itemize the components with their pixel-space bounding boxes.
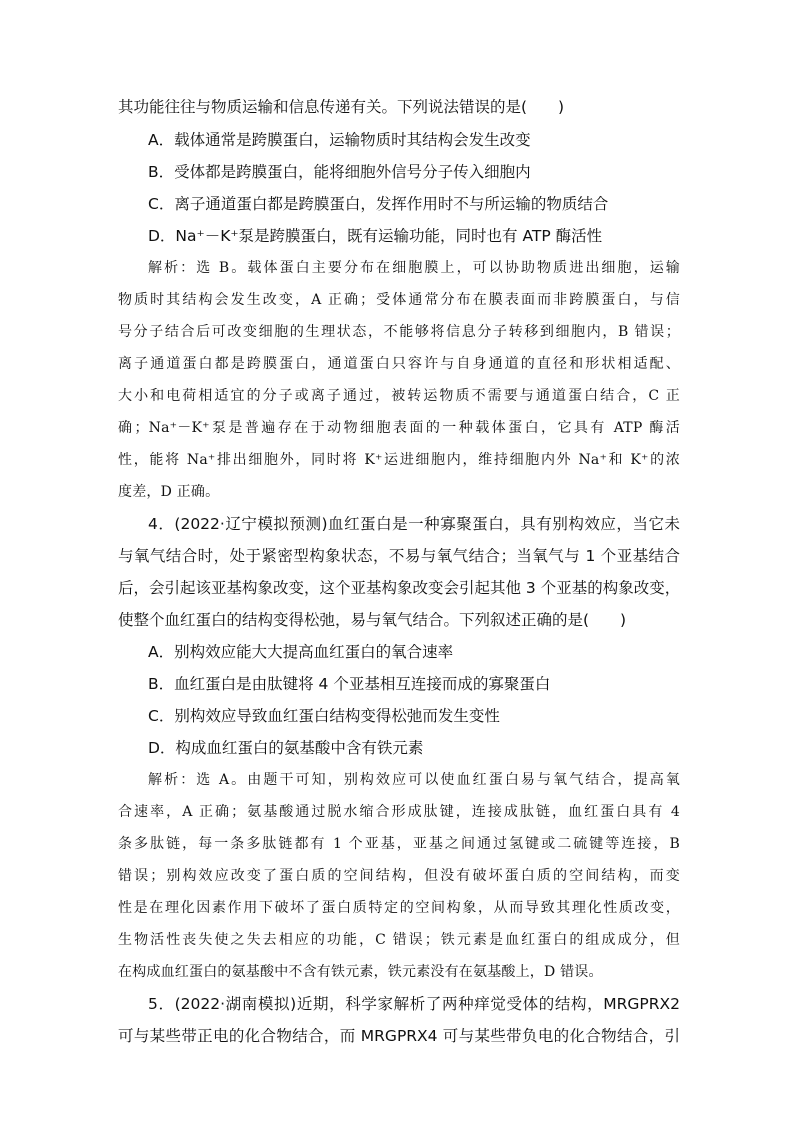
q3-stem-tail: 其功能往往与物质运输和信息传递有关。下列说法错误的是( ) [118,98,565,116]
q4-explanation-line: 合速率，A 正确；氨基酸通过脱水缩合形成肽键，连接成肽链，血红蛋白具有 4 [118,804,680,820]
q3-option-a: A．载体通常是跨膜蛋白，运输物质时其结构会发生改变 [148,131,531,149]
q4-stem-line: 4．(2022·辽宁模拟预测)血红蛋白是一种寡聚蛋白，具有别构效应，当它未 [148,515,680,533]
q3-option-d: D．Na⁺－K⁺泵是跨膜蛋白，既有运输功能，同时也有 ATP 酶活性 [148,227,603,245]
q3-explanation-line: 物质时其结构会发生改变，A 正确；受体通常分布在膜表面而非跨膜蛋白，与信 [118,292,680,308]
q3-explanation-line: 大小和电荷相适宜的分子或离子通过，被转运物质不需要与通道蛋白结合，C 正 [118,388,680,404]
q4-option-b: B．血红蛋白是由肽键将 4 个亚基相互连接而成的寡聚蛋白 [148,675,551,693]
q4-stem-line: 后，会引起该亚基构象改变，这个亚基构象改变会引起其他 3 个亚基的构象改变， [118,579,681,597]
q4-stem-line: 与氧气结合时，处于紧密型构象状态，不易与氧气结合；当氧气与 1 个亚基结合 [118,547,680,565]
q4-explanation-line: 解析：选 A。由题干可知，别构效应可以使血红蛋白易与氧气结合，提高氧 [148,772,680,788]
q4-explanation-line: 在构成血红蛋白的氨基酸中不含有铁元素，铁元素没有在氨基酸上，D 错误。 [118,964,603,980]
q4-explanation-line: 错误；别构效应改变了蛋白质的空间结构，但没有破坏蛋白质的空间结构，而变 [118,868,680,884]
q3-option-b: B．受体都是跨膜蛋白，能将细胞外信号分子传入细胞内 [148,163,531,181]
q4-option-c: C．别构效应导致血红蛋白结构变得松弛而发生变性 [148,707,500,725]
q3-explanation-line: 解析：选 B。载体蛋白主要分布在细胞膜上，可以协助物质进出细胞，运输 [148,260,680,276]
q3-explanation-line: 离子通道蛋白都是跨膜蛋白，通道蛋白只容许与自身通道的直径和形状相适配、 [118,356,680,372]
q4-option-d: D．构成血红蛋白的氨基酸中含有铁元素 [148,739,424,757]
q4-option-a: A．别构效应能大大提高血红蛋白的氧合速率 [148,643,454,661]
q4-explanation-line: 性是在理化因素作用下破坏了蛋白质特定的空间构象，从而导致其理化性质改变， [118,900,680,916]
q4-explanation-line: 生物活性丧失使之失去相应的功能，C 错误；铁元素是血红蛋白的组成成分，但 [118,932,680,948]
q3-explanation-line: 性，能将 Na⁺排出细胞外，同时将 K⁺运进细胞内，维持细胞内外 Na⁺和 K⁺的浓 [118,452,680,468]
q3-explanation-line: 度差，D 正确。 [118,484,220,500]
q3-explanation-line: 确；Na⁺－K⁺泵是普遍存在于动物细胞表面的一种载体蛋白，它具有 ATP 酶活 [118,420,680,436]
q5-stem-line: 5．(2022·湖南模拟)近期，科学家解析了两种痒觉受体的结构，MRGPRX2 [148,995,680,1013]
q3-explanation-line: 号分子结合后可改变细胞的生理状态，不能够将信息分子转移到细胞内，B 错误； [118,324,680,340]
q5-stem-line: 可与某些带正电的化合物结合，而 MRGPRX4 可与某些带负电的化合物结合，引 [118,1027,680,1045]
q4-stem-line: 使整个血红蛋白的结构变得松弛，易与氧气结合。下列叙述正确的是( ) [118,611,627,629]
q4-explanation-line: 条多肽链，每一条多肽链都有 1 个亚基，亚基之间通过氢键或二硫键等连接，B [118,836,680,852]
q3-option-c: C．离子通道蛋白都是跨膜蛋白，发挥作用时不与所运输的物质结合 [148,195,609,213]
